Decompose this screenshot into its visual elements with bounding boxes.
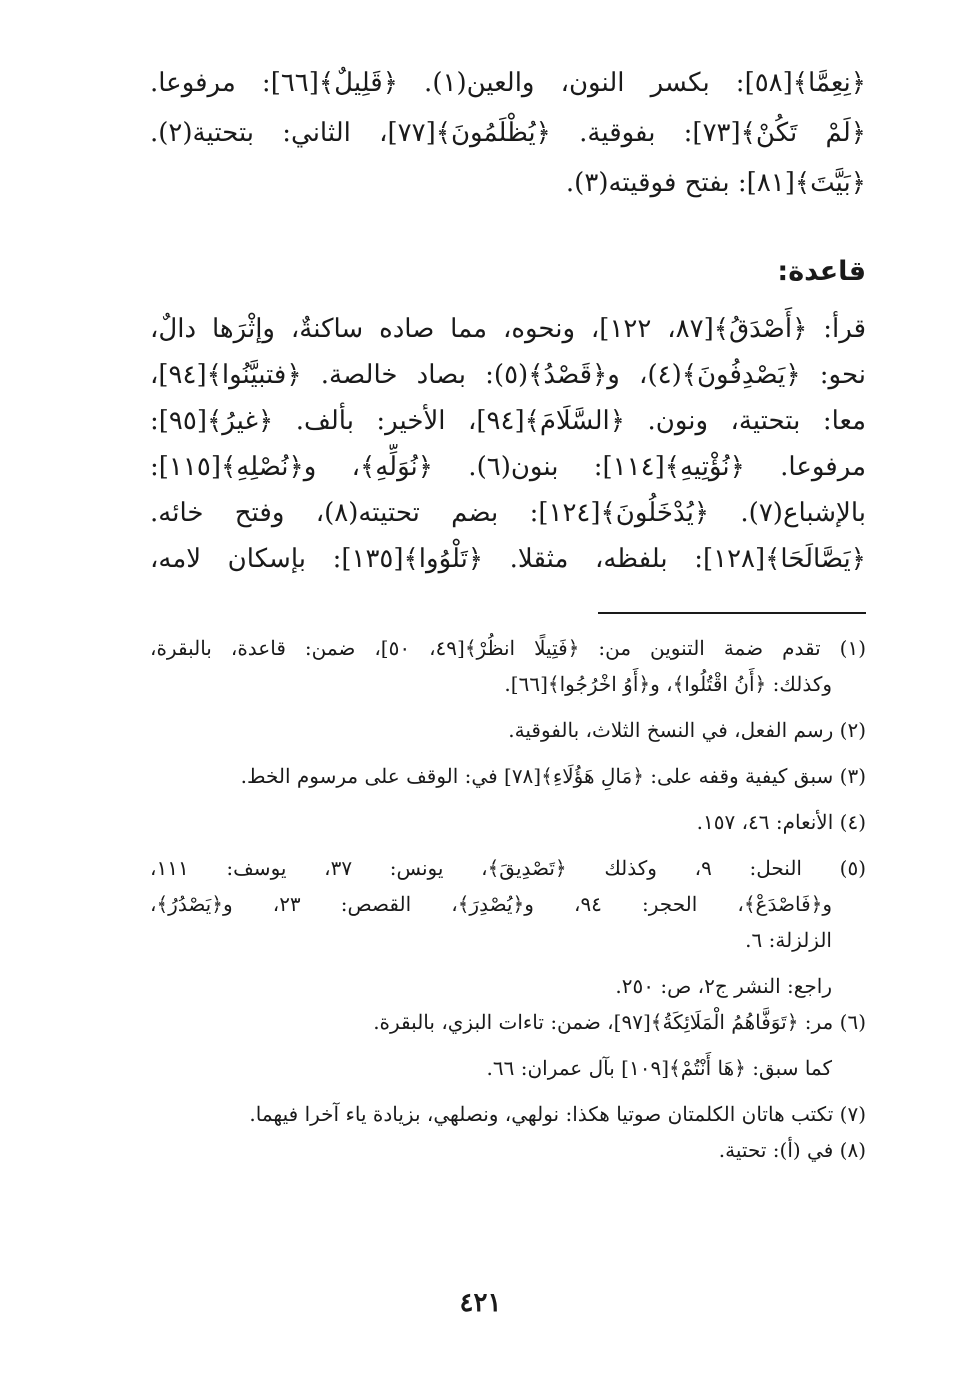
- footnote-1-cont: وكذلك: ﴿أَنُ اقْتُلُوا﴾، و﴿أَوُ اخْرُجُوا﴾[٦٦].: [504, 672, 832, 696]
- footnote-5-cont: الزلزلة: ٦.: [745, 928, 832, 952]
- text-line: نحو: ﴿يَصْدِفُونَ﴾(٤)، و﴿قَصْدُ﴾(٥): بصاد خالصة. ﴿فتبيَّنُوا﴾[٩٤]،: [150, 360, 866, 390]
- footnote-5-ref: راجع: النشر ج٢، ص: ٢٥٠.: [615, 974, 832, 998]
- footnote-8: (٨) في (أ): تحتية.: [718, 1138, 866, 1162]
- text-line: ﴿بَيَّتَ﴾[٨١]: بفتح فوقيته(٣).: [565, 168, 866, 198]
- footnote-6: (٦) مر: ﴿تَوَفَّاهُمُ الْمَلَائِكَةُ﴾[٩٧]، ضمن: تاءات البزي، بالبقرة.: [373, 1010, 866, 1034]
- text-line: معا: بتحتية، ونون. ﴿السَّلَامَ﴾[٩٤]، الأخير: بألف. ﴿غيرُ﴾[٩٥]:: [150, 406, 866, 436]
- footnote-1: (١) تقدم ضمة التنوين من: ﴿فَتِيلًا انظُرْ﴾[٤٩، ٥٠]، ضمن: قاعدة، بالبقرة،: [150, 636, 866, 660]
- text-line: قرأ: ﴿أَصْدَقُ﴾[٨٧، ١٢٢]، ونحوه، مما صاده ساكنةٌ، وإثْرَها دالٌ،: [150, 314, 866, 344]
- footnote-6-cont: كما سبق: ﴿هَا أَنْتُمْ﴾[١٠٩] بآل عمران: ٦٦.: [486, 1056, 832, 1080]
- footnote-separator: [598, 612, 866, 614]
- text-line: ﴿نِعِمَّا﴾[٥٨]: بكسر النون، والعين(١). ﴿قَلِيلٌ﴾[٦٦]: مرفوعا.: [150, 68, 866, 98]
- body-paragraph: [150, 306, 866, 582]
- footnotes: [150, 630, 866, 1168]
- footnote-4: (٤) الأنعام: ٤٦، ١٥٧.: [696, 810, 866, 834]
- section-heading: قاعدة:: [777, 256, 866, 287]
- footnote-7: (٧) تكتب هاتان الكلمتان صوتيا هكذا: نولهي، ونصلهي، بزيادة ياء آخرا فيهما.: [249, 1102, 866, 1126]
- footnote-2: (٢) رسم الفعل، في النسخ الثلاث، بالفوقية.: [508, 718, 866, 742]
- text-line: ﴿لَمْ تَكُنْ﴾[٧٣]: بفوقية. ﴿يُظْلَمُونَ﴾[٧٧]، الثاني: بتحتية(٢).: [150, 118, 866, 148]
- footnote-3: (٣) سبق كيفية وقفه على: ﴿مَالِ هَؤُلَاءِ﴾[٧٨] في: الوقف على مرسوم الخط.: [240, 764, 866, 788]
- text-line: مرفوعا. ﴿نُؤْتِيهِ﴾[١١٤]: بنون(٦). ﴿نُوَلِّهِ﴾، و﴿نُصْلِهِ﴾[١١٥]:: [150, 452, 866, 482]
- page-content: [150, 58, 866, 1168]
- footnote-5: (٥) النحل: ٩، وكذلك ﴿تَصْدِيقَ﴾، يونس: ٣٧، يوسف: ١١١،: [150, 856, 866, 880]
- text-line: ﴿يَصَّالَحَا﴾[١٢٨]: بلفظه، مثقلا. ﴿تَلْوُوا﴾[١٣٥]: بإسكان لامه،: [150, 544, 866, 574]
- footnote-5-cont: و﴿فَاصْدَعْ﴾، الحجر: ٩٤، و﴿يُصْدِرَ﴾، القصص: ٢٣، و﴿يَصْدُرُ﴾،: [150, 892, 833, 916]
- text-line: بالإشباع(٧). ﴿يُدْخَلُونَ﴾[١٢٤]: بضم تحتيته(٨)، وفتح خائه.: [150, 498, 866, 528]
- page-number: ٤٢١: [459, 1288, 502, 1318]
